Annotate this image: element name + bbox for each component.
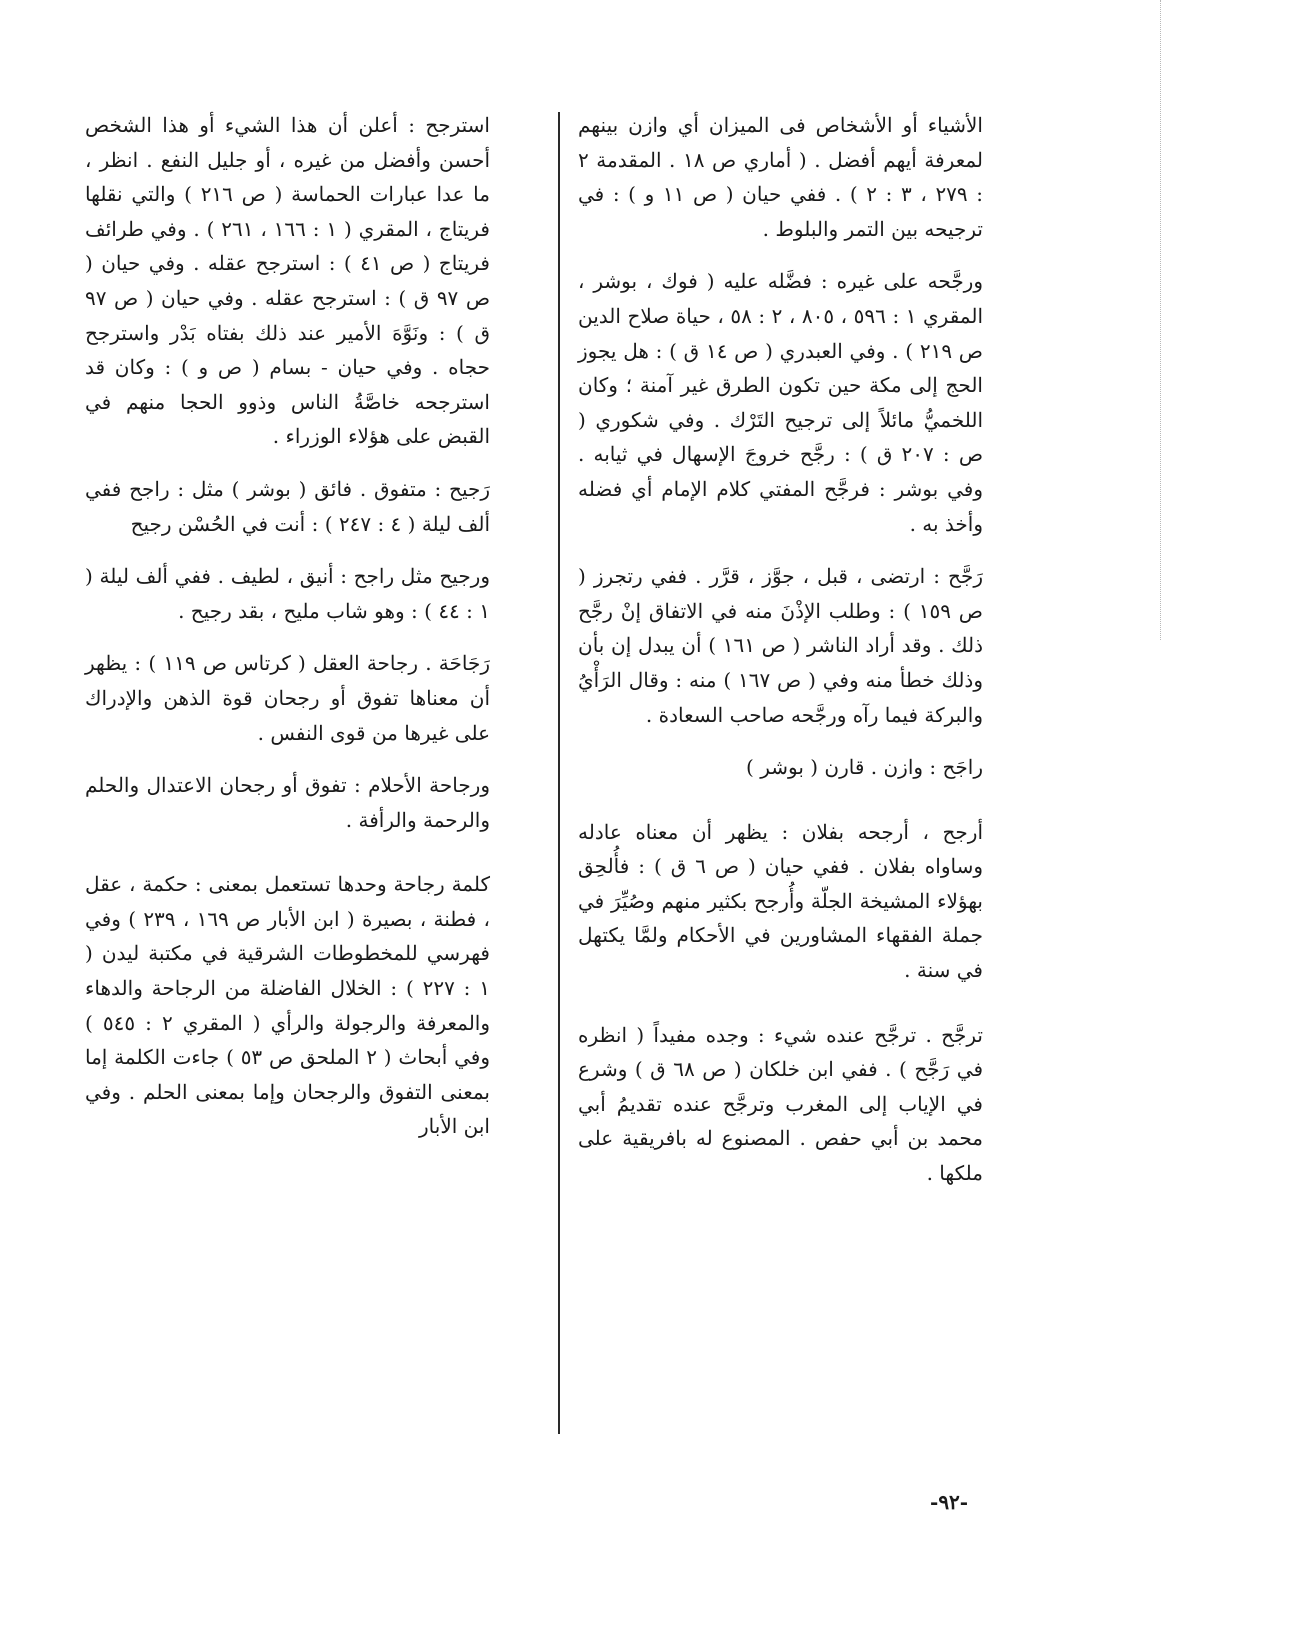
- entry-paragraph: ورجَّحه على غيره : فضَّله عليه ( فوك ، بوشر ، المقري ١ : ٥٩٦ ، ٨٠٥ ، ٢ : ٥٨ ، حياة صلاح الدين ص ٢١٩ ) . وفي العبدري ( ص ١٤ ق ) : هل يجوز الحج إلى مكة حين تكون الطرق غير آمنة ؛ وكان اللخميُّ مائلاً إلى ترجيح التَرْك . وفي شكوري ( ص : ٢٠٧ ق ) : رجَّح خروجَ الإسهال في ثيابه . وفي بوشر : فرجَّح المفتي كلام الإمام أي فضله وأخذ به .: [578, 269, 984, 536]
- entry-paragraph: الأشياء أو الأشخاص فى الميزان أي وازن بينهم لمعرفة أيهم أفضل . ( أماري ص ١٨ . المقدمة ٢ : ٢٧٩ ، ٣ : ٢ ) . ففي حيان ( ص ١١ و ) : في ترجيحه بين التمر والبلوط .: [578, 113, 984, 241]
- entry-paragraph: رَجيح : متفوق . فائق ( بوشر ) مثل : راجح ففي ألف ليلة ( ٤ : ٢٤٧ ) : أنت في الحُسْن رجيح: [85, 476, 490, 536]
- right-column: [578, 108, 983, 1209]
- page-number: -٩٢-: [930, 1490, 969, 1514]
- entry-paragraph: كلمة رجاحة وحدها تستعمل بمعنى : حكمة ، عقل ، فطنة ، بصيرة ( ابن الأبار ص ١٦٩ ، ٢٣٩ ) وفي فهرسي للمخطوطات الشرقية في مكتبة ليدن ( ١ : ٢٢٧ ) : الخلال الفاضلة من الرجاحة والدهاء والمعرفة والرجولة والرأي ( المقري ٢ : ٥٤٥ ) وفي أبحاث ( ٢ الملحق ص ٥٣ ) جاءت الكلمة إما بمعنى التفوق والرجحان وإما بمعنى الحلم . وفي ابن الأبار: [85, 872, 491, 1139]
- column-divider: [558, 112, 560, 1434]
- entry-paragraph: ورجيح مثل راجح : أنيق ، لطيف . ففي ألف ليلة ( ١ : ٤٤ ) : وهو شاب مليح ، بقد رجيح .: [85, 564, 490, 623]
- entry-paragraph: استرجح : أعلن أن هذا الشيء أو هذا الشخص أحسن وأفضل من غيره ، أو جليل النفع . انظر ، ما عدا عبارات الحماسة ( ص ٢١٦ ) والتي نقلها فريتاج ، المقري ( ١ : ١٦٦ ، ٢٦١ ) . وفي طرائف فريتاج ( ص ٤١ ) : استرجح عقله . وفي حيان ( ص ٩٧ ق ) : استرجح عقله . وفي حيان ( ص ٩٧ ق ) : ونَوَّهَ الأمير عند ذلك بفتاه بَدْر واسترجح حجاه . وفي حيان - بسام ( ص و ) : وكان قد استرجحه خاصَّةُ الناس وذوو الحجا منهم في القبض على هؤلاء الوزراء .: [85, 113, 491, 449]
- scan-margin-line: [1160, 0, 1161, 640]
- entry-paragraph: ترجَّح . ترجَّح عنده شيء : وجده مفيداً ( انظره في رَجَّح ) . ففي ابن خلكان ( ص ٦٨ ق ) وشرع في الإياب إلى المغرب وترجَّح عنده تقديمُ أبي محمد بن أبي حفص . المصنوع له بافريقية على ملكها .: [578, 1022, 984, 1186]
- entry-paragraph: رَجَّح : ارتضى ، قبل ، جوَّز ، قرَّر . ففي رتجرز ( ص ١٥٩ ) : وطلب الإذْنَ منه في الاتفاق إنْ رجَّح ذلك . وقد أراد الناشر ( ص ١٦١ ) أن يبدل إن بأن وذلك خطأ منه وفي ( ص ١٦٧ ) منه : وقال الرَأْيُ والبركة فيما رآه ورجَّحه صاحب السعادة .: [578, 564, 983, 727]
- entry-paragraph: ورجاحة الأحلام : تفوق أو رجحان الاعتدال والحلم والرحمة والرأفة .: [85, 773, 490, 832]
- entry-paragraph: أرجح ، أرجحه بفلان : يظهر أن معناه عادله وساواه بفلان . ففي حيان ( ص ٦ ق ) : فأُلحِق بهؤلاء المشيخة الجلّة وأُرجح بكثير منهم وصُيِّرَ في جملة الفقهاء المشاورين في الأحكام ولمَّا يكتهل في سنة .: [578, 819, 983, 983]
- entry-paragraph: رَجَاحَة . رجاحة العقل ( كرتاس ص ١١٩ ) : يظهر أن معناها تفوق أو رجحان قوة الذهن والإدراك على غيرها من قوى النفس .: [85, 651, 491, 745]
- left-column: [85, 108, 490, 1162]
- entry-paragraph: راجَح : وازن . قارن ( بوشر ): [746, 755, 983, 780]
